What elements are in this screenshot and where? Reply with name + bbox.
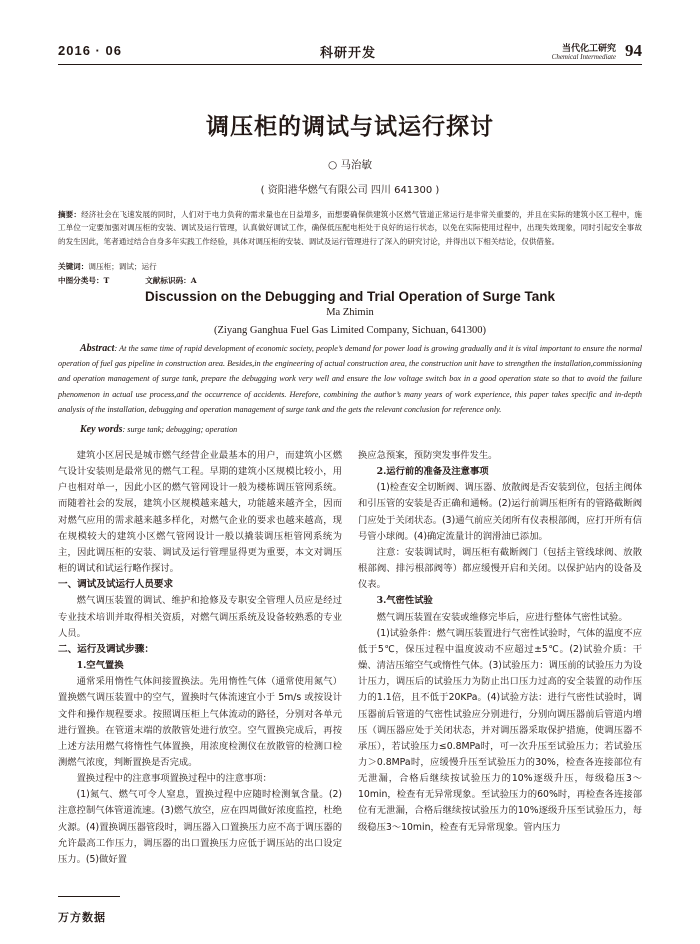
clc-value: T: [103, 276, 110, 285]
section-heading-1: 一、调试及试运行人员要求: [58, 579, 174, 591]
classification-line: [58, 275, 197, 286]
keywords-text-cn: 调压柜；调试；运行: [88, 262, 157, 271]
journal-name-cn: 当代化工研究: [561, 44, 616, 54]
body-paragraph: 燃气调压装置在安装或维修完毕后，应进行整体气密性试验。: [376, 611, 628, 623]
abstract-label-en: Abstract: [80, 343, 115, 354]
keywords-label-en: Key words: [80, 424, 123, 435]
section-heading-2: 二、运行及调试步骤：: [58, 643, 154, 655]
issue-number: 2016 · 06: [58, 43, 122, 58]
author-affiliation-en: (Ziyang Ganghua Fuel Gas Limited Company, Sichuan, 641300): [214, 325, 486, 336]
keywords-cn: [58, 261, 157, 272]
subsection-heading-preparation: 2.运行前的准备及注意事项: [376, 466, 489, 478]
intro-paragraph: 建筑小区居民是城市燃气经营企业最基本的用户，而建筑小区燃气设计安装则是最常见的燃气工程。早期的建筑小区规模比较小，用户也相对单一，因此小区的燃气管网设计一般为楼栋调压管网系统。而随着社会的发展，建筑小区规模越来越大，功能越来越齐全，因而对燃气应用的需求越来越多样化，对燃气企业的要求也越来越高，现在规模较大的建筑小区燃气管网设计一般以撬装调压柜管网系统为主，因此调压柜的安装、调试及运行管理显得更为重要，本文对调压柜的调试和试运行略作探讨。: [58, 450, 342, 575]
running-header: [58, 41, 642, 61]
keywords-text-en: : surge tank; debugging; operation: [122, 425, 238, 434]
body-paragraph: (1)试验条件：燃气调压装置进行气密性试验时，气体的温度不应低于5℃，保压过程中温度波动不应超过±5℃。(2)试验介质：干燥、清洁压缩空气或惰性气体。(3)试验压力：调压前的试验压力为设计压力，调压后的试验压力为防止出口压力过高的安全装置的动作压力的1.1倍，且不低于20KPa。(4)试验方法：进行气密性试验时，调压器前后管道的气密性试验应分别进行，分别向调压器前后管道内增压（调压器应处于关闭状态，并对调压器采取保护措施，使调压器不承压），若试验压力≤0.8MPa时，可一次升压至试验压力；若试验压力＞0.8MPa时，应缓慢升压至试验压力的30%，检查各连接部位有无泄漏，合格后继续按试验压力的10%逐级升压，每级稳压3～10min，检查有无异常现象。至试验压力的60%时，再检查各连接部位有无泄漏，合格后继续按试验压力的10%逐级升压至试验压力，每级稳压3～10min，检查有无异常现象。管内压力: [358, 627, 642, 833]
abstract-text-en: : At the same time of rapid development of economic society, people’s demand for power load is growing gradually and it is vital important to ensure the normal operation of fuel gas pipeline in construction area. Besides,in the engineering of actual construction area, the construction unit have to strengthen the installation,commissioning and operation management of surge tank, prepare the debugging work very well and ensure the low voltage switch box in a good operation state so that to avoid the failure phenomenon in actual use process,and the occurrence of accidents. Herefore, combining the author’s many years of work experience, this paper takes specific and in-depth analysis of the installation, debugging and operation management of surge tank and the gets the relevant conclusion for reference only.: [58, 344, 642, 414]
publisher-watermark: 万方数据: [58, 911, 106, 924]
abstract-cn: [58, 208, 642, 248]
body-paragraph-continued: 换应急预案，预防突发事件发生。: [358, 450, 498, 461]
subsection-heading-airtightness: 3.气密性试验: [376, 595, 433, 607]
body-paragraph: 通常采用惰性气体间接置换法。先用惰性气体（通常使用氮气）置换燃气调压装置中的空气，置换时气体流速宜小于 5m/s 或按设计文件和操作规程要求。按照调压柜上气体流动的路径，分别对各单元进行置换。在管道末端的放散管处进行放空。空气置换完成后，再按上述方法用燃气将惰性气体置换，用浓度检测仪在放散管的检测口检测燃气浓度，判断置换是否完成。: [58, 676, 342, 768]
abstract-en: [58, 341, 642, 417]
journal-name-en: Chemical Intermediate: [551, 53, 616, 61]
body-paragraph: 燃气调压装置的调试、维护和抢修及专职安全管理人员应是经过专业技术培训并取得相关资质，对燃气调压系统及设备较熟悉的专业人员。: [58, 595, 342, 639]
subsection-heading-air-replacement: 1.空气置换: [76, 660, 124, 672]
article-title-en: Discussion on the Debugging and Trial Operation of Surge Tank: [144, 289, 556, 304]
body-paragraph: 置换过程中的注意事项置换过程中的注意事项：: [76, 773, 272, 785]
author-name: ○ 马治敏: [328, 159, 372, 171]
body-paragraph: (1)检查安全切断阀、调压器、放散阀是否安装到位，包括主阀体和引压管的安装是否正确和通畅。(2)运行前调压柜所有的管路截断阀门应处于关闭状态。(3)通气前应关闭所有仪表根部阀，应打开所有信号管小球阀。(4)确定流量计的润滑油已添加。: [358, 482, 642, 542]
body-column-left: [58, 448, 342, 868]
article-title: 调压柜的调试与试运行探讨: [206, 114, 494, 140]
abstract-text-cn: 经济社会在飞速发展的同时，人们对于电力负荷的需求量也在日益增多，而想要确保供建筑小区燃气管道正常运行是非常关重要的，并且在实际的建筑小区工程中，施工单位一定要加强对调压柜的安装、调试及运行管理，认真做好调试工作，确保低压配电柜处于良好的运行状态，以免在实际使用过程中，出现失效现象，同时引起安全事故的发生因此，笔者通过结合自身多年实践工作经验，具体对调压柜的安装、调试及运行管理进行了深入的研究讨论，并得出以下相关结论，仅供借鉴。: [58, 210, 642, 246]
header-rule: [58, 64, 642, 65]
keywords-en: [80, 424, 237, 435]
body-paragraph: (1)氮气、燃气可令人窒息，置换过程中应随时检测氧含量。(2)注意控制气体管道流速。(3)燃气放空，应在四周做好浓度监控，杜绝火源。(4)置换调压器管段时，调压器入口置换压力应不高于调压器的允许最高工作压力，调压器的出口置换压力应低于调压站的出口设定压力。(5)做好置: [58, 789, 342, 865]
keywords-label-cn: 关键词：: [58, 262, 89, 271]
abstract-label-cn: 摘要：: [58, 210, 82, 219]
page-number: 94: [625, 41, 642, 60]
footer-rule: [58, 896, 120, 897]
clc-label: 中图分类号：: [58, 276, 104, 285]
doc-code-label: 文献标识码：: [145, 276, 191, 285]
section-name: 科研开发: [320, 46, 377, 61]
doc-code-value: A: [190, 276, 197, 285]
body-column-right: [358, 448, 642, 836]
author-affiliation: ( 资阳港华燃气有限公司 四川 641300 ): [260, 185, 440, 196]
author-name-en: Ma Zhimin: [326, 307, 374, 318]
body-paragraph: 注意：安装调试时，调压柜有截断阀门（包括主管线球阀、放散根部阀、排污根部阀等）都应缓慢开启和关闭。以保护站内的设备及仪表。: [358, 546, 642, 591]
